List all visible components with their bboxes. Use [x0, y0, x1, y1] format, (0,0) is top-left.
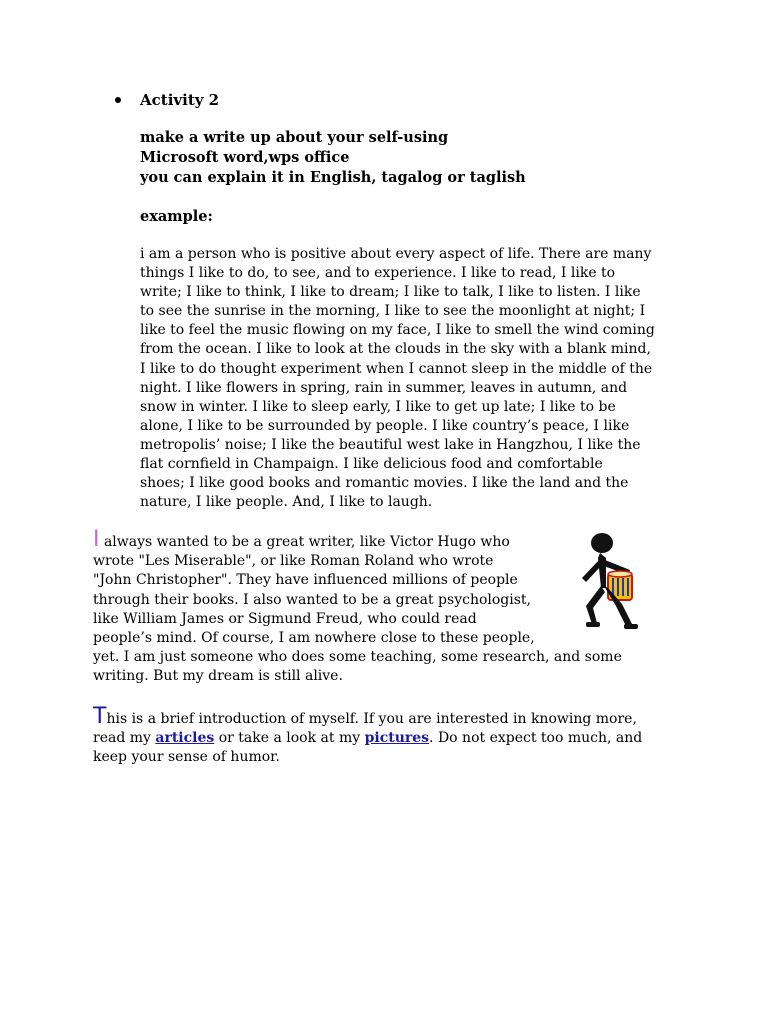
example-line: night. I like flowers in spring, rain in summer, leaves in autumn, and	[140, 379, 628, 396]
paragraph-line: like William James or Sigmund Freud, who could read	[93, 610, 477, 627]
paragraph-line: yet. I am just someone who does some teaching, some research, and some	[93, 649, 622, 666]
example-line: snow in winter. I like to sleep early, I like to get up late; I like to be	[140, 398, 616, 415]
writer-paragraph	[93, 527, 653, 687]
example-line: to see the sunrise in the morning, I like to see the moonlight at night; I	[140, 303, 646, 320]
instruction-line: you can explain it in English, tagalog or taglish	[140, 169, 526, 186]
line-text: . Do not expect too much, and	[429, 730, 643, 747]
intro-paragraph	[93, 704, 653, 768]
articles-link[interactable]: articles	[155, 730, 215, 747]
paragraph-line: wrote "Les Miserable", or like Roman Roland who wrote	[93, 553, 494, 570]
example-line: things I like to do, to see, and to experience. I like to read, I like to	[140, 265, 616, 282]
example-line: metropolis’ noise; I like the beautiful west lake in Hangzhou, I like the	[140, 436, 641, 453]
paragraph-line: through their books. I also wanted to be a great psychologist,	[93, 591, 531, 608]
example-paragraph	[140, 245, 680, 512]
paragraph-line: keep your sense of humor.	[93, 749, 280, 766]
example-line: alone, I like to be surrounded by people. I like country’s peace, I like	[140, 417, 630, 434]
bullet-dot-icon	[115, 97, 121, 103]
example-line: nature, I like people. And, I like to laugh.	[140, 494, 433, 511]
paragraph-line	[93, 729, 653, 748]
first-line-text: always wanted to be a great writer, like Victor Hugo who	[99, 534, 510, 550]
paragraph-line	[93, 527, 653, 552]
paragraph-line: people’s mind. Of course, I am nowhere close to these people,	[93, 630, 535, 647]
example-line: I like to do thought experiment when I cannot sleep in the middle of the	[140, 360, 653, 377]
example-line: from the ocean. I like to look at the clouds in the sky with a blank mind,	[140, 341, 651, 358]
drummer-figure-icon	[572, 530, 644, 632]
first-line-text: his is a brief introduction of myself. If you are interested in knowing more,	[106, 711, 637, 727]
line-text: or take a look at my	[214, 730, 365, 747]
example-line: flat cornfield in Champaign. I like delicious food and comfortable	[140, 456, 603, 473]
example-line: shoes; I like good books and romantic movies. I like the land and the	[140, 475, 629, 492]
line-text: read my	[93, 730, 156, 747]
activity-title: Activity 2	[140, 91, 220, 109]
instructions	[140, 128, 700, 188]
example-line: like to feel the music flowing on my face, I like to smell the wind coming	[140, 322, 655, 339]
dropcap-t: T	[93, 704, 107, 729]
paragraph-line: writing. But my dream is still alive.	[93, 668, 343, 685]
example-line: write; I like to think, I like to dream; I like to talk, I like to listen. I like	[140, 284, 641, 301]
pictures-link[interactable]: pictures	[364, 730, 430, 747]
dropcap-i: I	[93, 527, 100, 552]
instruction-line: Microsoft word,wps office	[140, 149, 350, 166]
instruction-line: make a write up about your self-using	[140, 129, 449, 146]
paragraph-line	[93, 704, 653, 729]
example-line: i am a person who is positive about every aspect of life. There are many	[140, 246, 652, 262]
example-label: example:	[140, 208, 213, 225]
paragraph-line: "John Christopher". They have influenced millions of people	[93, 572, 518, 589]
